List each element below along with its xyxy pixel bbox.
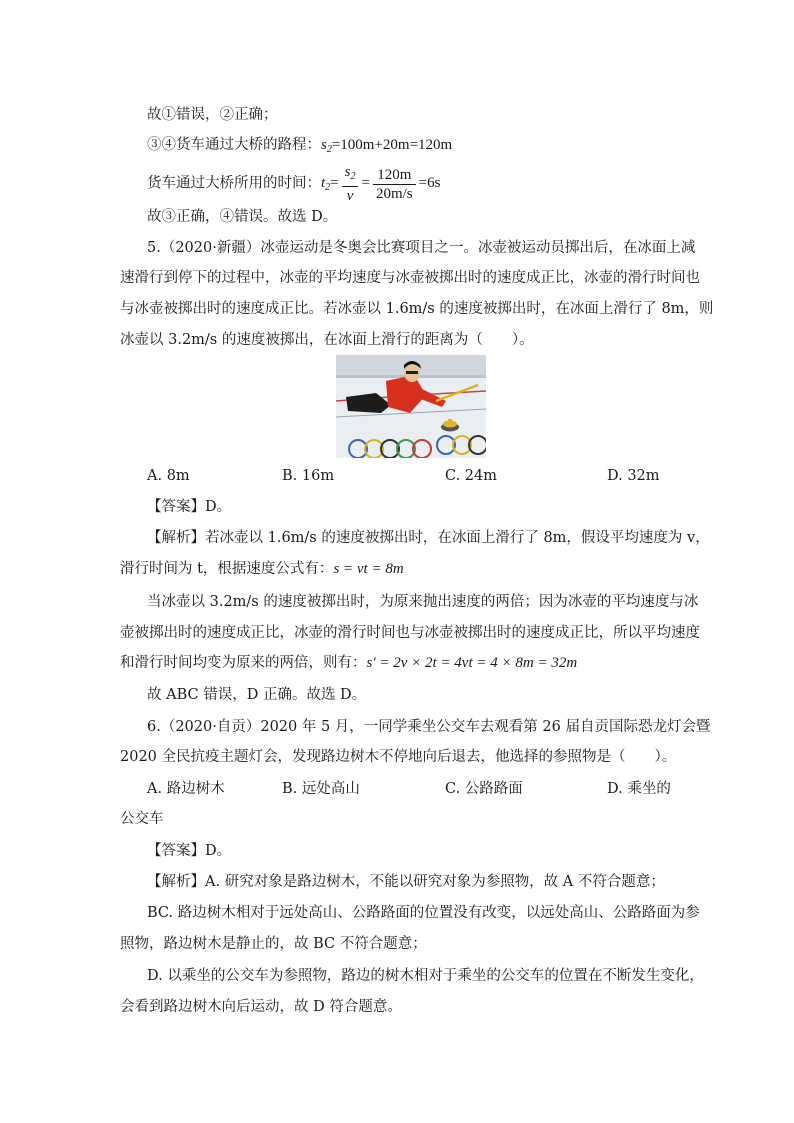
explanation-line: 故 ABC 错误，D 正确。故选 D。	[147, 687, 367, 703]
answer-line: 【答案】D。	[147, 499, 232, 515]
curling-illustration	[336, 355, 486, 458]
explanation-line	[120, 559, 404, 579]
option-b: B. 16m	[282, 468, 335, 484]
fraction-numerator	[342, 163, 359, 187]
explanation-line: 【解析】A. 研究对象是路边树木，不能以研究对象为参照物，故 A 不符合题意；	[147, 874, 665, 890]
option-a: A. 路边树木	[147, 781, 225, 797]
question-6-line: 6.（2020·自贡）2020 年 5 月，一同学乘坐公交车去观看第 26 届自贡国际恐龙灯会暨	[147, 719, 711, 735]
question-6-line: 2020 全民抗疫主题灯会，发现路边树木不停地向后退去，他选择的参照物是（ ）。	[120, 749, 677, 765]
explanation-line: 照物，路边树木是静止的，故 BC 不符合题意；	[120, 936, 427, 952]
question-5-line: 速滑行到停下的过程中，冰壶的平均速度与冰壶被掷出时的速度成正比，冰壶的滑行时间也	[120, 270, 700, 286]
option-a: A. 8m	[147, 468, 190, 484]
explanation-line: 壶被掷出时的速度成正比，冰壶的滑行时间也与冰壶被掷出时的速度成正比，所以平均速度	[120, 625, 700, 641]
formula-rest: =6s	[418, 175, 441, 192]
formula-subscript: 2	[326, 144, 332, 155]
formula-rest: =100m+20m=120m	[331, 137, 453, 153]
question-5-line: 与冰壶被掷出时的速度成正比。若冰壶以 1.6m/s 的速度被掷出时，在冰面上滑行了 8m，则	[120, 301, 714, 317]
formula-var: t	[321, 175, 326, 192]
formula-var: s	[321, 137, 327, 153]
option-d-continuation: 公交车	[120, 811, 164, 827]
formula-eq: =	[330, 175, 339, 192]
question-5-line: 5.（2020·新疆）冰壶运动是冬奥会比赛项目之一。冰壶被运动员掷出后，在冰面上减	[147, 240, 696, 256]
formula	[321, 164, 441, 204]
formula: s′ = 2v × 2t = 4vt = 4 × 8m = 32m	[366, 655, 578, 671]
text-fragment: 货车通过大桥所用的时间：	[147, 175, 321, 192]
formula: s = vt = 8m	[333, 561, 404, 577]
explanation-line: 会看到路边树木向后运动，故 D 符合题意。	[120, 999, 402, 1015]
formula-subscript: 2	[325, 182, 331, 194]
text-fragment: 滑行时间为 t，根据速度公式有：	[120, 561, 334, 577]
option-c: C. 24m	[445, 468, 497, 484]
explanation-line: 当冰壶以 3.2m/s 的速度被掷出时，为原来抛出速度的两倍；因为冰壶的平均速度与冰	[147, 594, 699, 610]
text-fragment: 和滑行时间均变为原来的两倍，则有：	[120, 655, 367, 671]
curling-photo	[336, 355, 486, 458]
formula	[321, 137, 452, 153]
answer-line: 【答案】D。	[147, 843, 232, 859]
text-fragment: ③④货车通过大桥的路程：	[147, 137, 321, 153]
formula-subscript: 2	[350, 171, 356, 182]
explanation-line: D. 以乘坐的公交车为参照物，路边的树木相对于乘坐的公交车的位置在不断发生变化，	[147, 968, 704, 984]
option-b: B. 远处高山	[282, 781, 360, 797]
option-d: D. 32m	[607, 468, 660, 484]
text-line	[147, 135, 452, 160]
fraction-denominator: v	[346, 188, 354, 204]
formula-eq: =	[361, 175, 370, 192]
fraction-numerator: 120m	[373, 166, 416, 185]
explanation-line	[120, 653, 577, 673]
text-line: 故③正确，④错误。故选 D。	[147, 209, 338, 225]
explanation-line: 【解析】若冰壶以 1.6m/s 的速度被掷出时，在冰面上滑行了 8m，假设平均速度为 v，	[147, 530, 710, 546]
text-line	[147, 163, 441, 204]
fraction	[373, 166, 416, 203]
option-c: C. 公路路面	[445, 781, 523, 797]
text-line: 故①错误，②正确；	[147, 107, 278, 123]
option-d: D. 乘坐的	[607, 781, 671, 797]
question-5-line: 冰壶以 3.2m/s 的速度被掷出，在冰面上滑行的距离为（ ）。	[120, 332, 534, 348]
fraction-denominator: 20m/s	[375, 185, 413, 202]
explanation-line: BC. 路边树木相对于远处高山、公路路面的位置没有改变，以远处高山、公路路面为参	[147, 905, 700, 921]
formula-var: s	[344, 164, 351, 180]
fraction	[342, 163, 359, 205]
